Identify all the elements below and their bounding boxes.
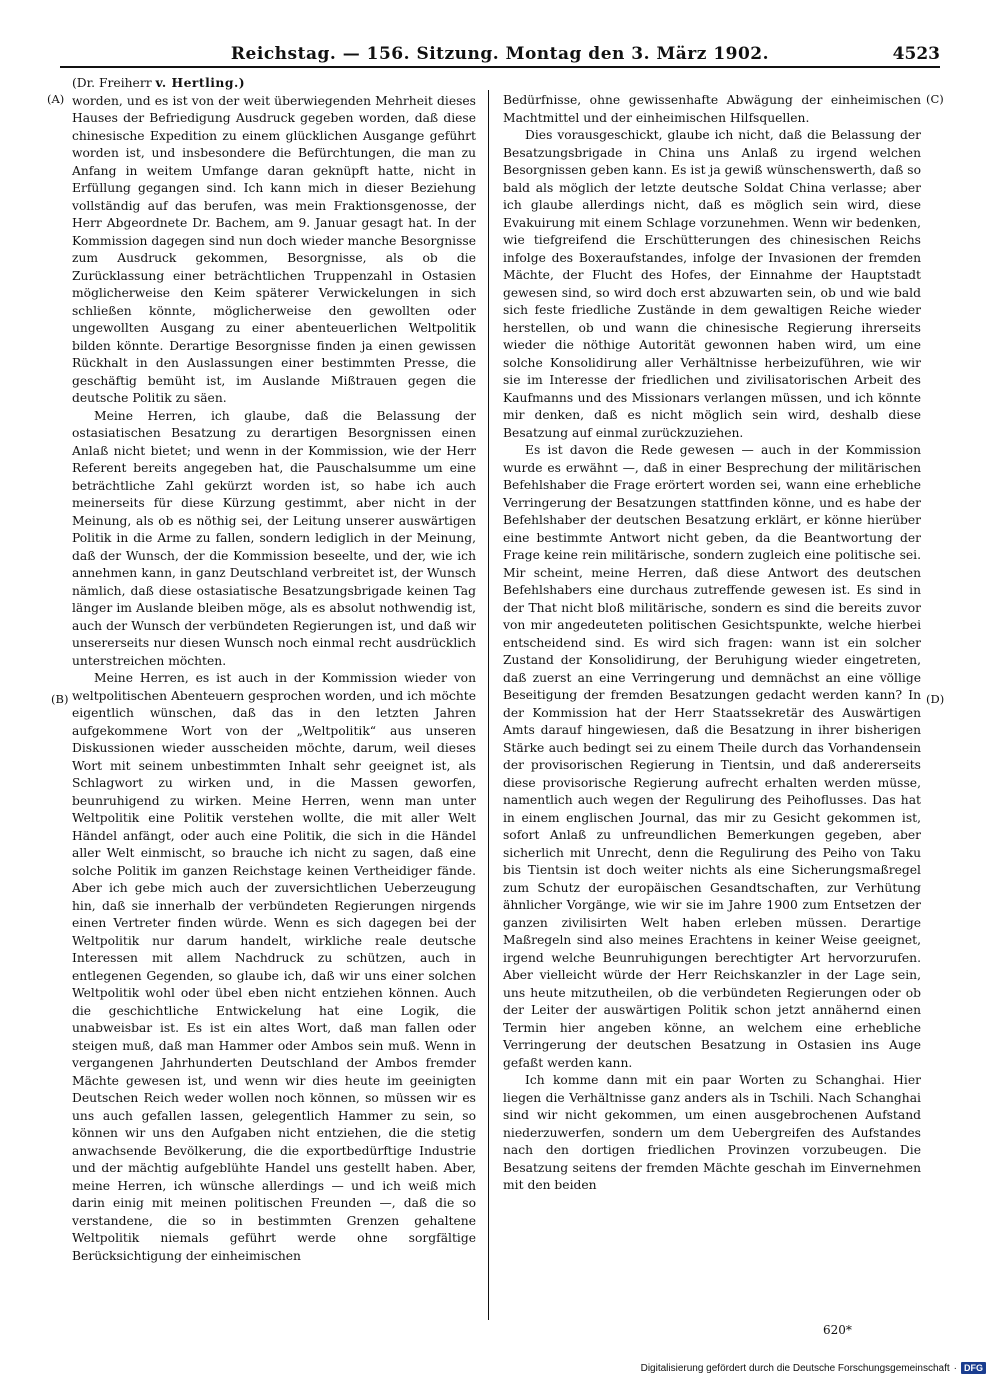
page-header: [60, 42, 940, 68]
speaker-name: v. Hertling.): [155, 75, 246, 90]
footer-separator: ·: [953, 1362, 957, 1374]
footer-text: Digitalisierung gefördert durch die Deutsche Forschungsgemeinschaft: [640, 1362, 950, 1374]
printer-signature: 620*: [823, 1323, 852, 1337]
header-title: Reichstag. — 156. Sitzung. Montag den 3. März 1902.: [230, 44, 770, 64]
margin-marker-d: (D): [926, 692, 945, 706]
page-number: 4523: [892, 44, 940, 64]
right-column: [503, 92, 921, 1195]
margin-marker-a: (A): [47, 92, 65, 106]
left-column: [72, 74, 476, 1265]
paragraph: Dies vorausgeschickt, glaube ich nicht, daß die Belassung der Besatzungsbrigade in China uns Anlaß zu irgend welchen Besorgnissen geben kann. Es ist ja gewiß wünschenswerth, daß so bald als möglich der letzte deutsche Soldat China verlasse; aber ich glaube allerdings nicht, daß es möglich sein wird, diese Evakuirung mit einem Schlage vorzunehmen. Wenn wir bedenken, wie tiefgreifend die Erschütterungen des chinesischen Reichs infolge des Boxeraufstandes, infolge der Invasionen der fremden Mächte, der Flucht des Hofes, der Einnahme der Hauptstadt gewesen sind, so wird doch erst abzuwarten sein, ob und wie bald sich feste friedliche Zustände in dem gewaltigen Reiche wieder herstellen, ob und wann die chinesische Regierung ihrerseits wieder die nöthige Autorität gewonnen haben wird, um eine solche Konsolidirung aller Verhältnisse herbeizuführen, wie wir sie im Interesse der friedlichen und zivilisatorischen Arbeit des Kaufmanns und des Missionars verlangen müssen, und ich könnte mir denken, daß es nicht möglich sein wird, deshalb diese Besatzung auf einmal zurückzuziehen.: [503, 128, 921, 440]
column-divider: [488, 90, 489, 1320]
paragraph: Meine Herren, es ist auch in der Kommission wieder von weltpolitischen Abenteuern gesprochen worden, und ich möchte eigentlich wünschen, daß das in den letzten Jahren aufgekommene Wort von der „Weltpolitik“ aus unseren Diskussionen wieder ausscheiden möchte, darum, weil dieses Wort mit seinem unbestimmten Inhalt sehr geeignet ist, als Schlagwort zu wirken und, in die Massen geworfen, beunruhigend zu wirken. Meine Herren, wenn man unter Weltpolitik eine Politik verstehen wollte, die mit aller Welt Händel anfängt, oder auch eine Politik, die sich in die Händel aller Welt einmischt, so brauche ich nicht zu sagen, daß eine solche Politik im ganzen Reichstage keinen Vertheidiger fände. Aber ich gebe mich auch der zuversichtlichen Ueberzeugung hin, daß sie innerhalb der verbündeten Regierungen nirgends einen Vertreter finden würde. Wenn es sich dagegen bei der Weltpolitik nur darum handelt, wirkliche reale deutsche Interessen mit allem Nachdruck zu schützen, auch in entlegenen Gegenden, so glaube ich, daß wir uns einer solchen Weltpolitik wohl oder übel eben nicht entziehen können. Auch die geschichtliche Entwickelung hat eine Logik, die unabweisbar ist. Es ist ein altes Wort, daß man fallen oder steigen muß, daß man Hammer oder Ambos sein muß. Wenn in vergangenen Jahrhunderten Deutschland der Ambos fremder Mächte gewesen ist, und wenn wir dies heute im geeinigten Deutschen Reich weder wollen noch können, so müssen wir es uns auch gefallen lassen, gelegentlich Hammer zu sein, so können wir uns den Aufgaben nicht entziehen, die die stetig anwachsende Bevölkerung, die die exportbedürftige Industrie und der mächtig aufgeblühte Handel uns gestellt haben. Aber, meine Herren, ich wünsche allerdings — und ich weiß mich darin einig mit meinen politischen Freunden —, daß die so verstandene, die so in bestimmten Grenzen gehaltene Weltpolitik niemals geführt werde ohne sorgfältige Berücksichtigung der einheimischen: [72, 671, 476, 1263]
paragraph: worden, und es ist von der weit überwiegenden Mehrheit dieses Hauses der Befriedigung Ausdruck gegeben worden, daß diese chinesische Expedition zu einem glücklichen Ausgange geführt worden ist, und insbesondere die Befürchtungen, die man zu Anfang in weitem Umfange daran geknüpft hatte, nicht in Erfüllung gegangen sind. Ich kann mich in dieser Beziehung vollständig auf das berufen, was mein Fraktionsgenosse, der Herr Abgeordnete Dr. Bachem, am 9. Januar gesagt hat. In der Kommission dagegen sind nun doch wieder manche Besorgnisse zum Ausdruck gekommen, Besorgnisse, als ob die Zurücklassung einer beträchtlichen Truppenzahl in Ostasien möglicherweise den Keim späterer Verwickelungen in sich schließen könnte, möglicherweise den gewollten oder ungewollten Ausgang zu einer abenteuerlichen Weltpolitik bilden könnte. Derartige Besorgnisse finden ja einen gewissen Rückhalt in den Auslassungen einer bestimmten Presse, die geschäftig bemüht ist, im Auslande Mißtrauen gegen die deutsche Politik zu säen.: [72, 93, 476, 405]
paragraph: Bedürfnisse, ohne gewissenhafte Abwägung der einheimischen Machtmittel und der einheimischen Hilfsquellen.: [503, 93, 921, 125]
speaker-prefix: (Dr. Freiherr: [72, 76, 152, 90]
paragraph: Meine Herren, ich glaube, daß die Belassung der ostasiatischen Besatzung zu derartigen Besorgnissen einen Anlaß nicht bietet; und wenn in der Kommission, wie der Herr Referent bereits angegeben hat, die Pauschalsumme um eine beträchtliche Zahl gekürzt worden ist, so habe ich auch meinerseits für diese Kürzung gestimmt, aber nicht in der Meinung, als ob es nöthig sei, der Leitung unserer auswärtigen Politik in die Arme zu fallen, sondern lediglich in der Meinung, daß der Wunsch, der die Kommission beseelte, und der, wie ich annehmen kann, in ganz Deutschland verbreitet ist, der Wunsch nämlich, daß diese ostasiatische Besatzungsbrigade keinen Tag länger im Auslande bleiben möge, als es absolut nothwendig ist, auch der Wunsch der verbündeten Regierungen ist, und daß wir unsererseits nur diesen Wunsch noch einmal recht ausdrücklich unterstreichen möchten.: [72, 408, 476, 668]
footer: [641, 1362, 986, 1374]
margin-marker-c: (C): [926, 92, 944, 106]
paragraph: Es ist davon die Rede gewesen — auch in der Kommission wurde es erwähnt —, daß in einer Besprechung der militärischen Befehlshaber die Frage erörtert worden sei, wann eine erhebliche Verringerung der Besatzungen stattfinden könne, und es habe der Befehlshaber der deutschen Besatzung erklärt, er könne hierüber eine bestimmte Antwort nicht geben, da die Beantwortung der Frage keine rein militärische, sondern zugleich eine politische sei. Mir scheint, meine Herren, daß diese Antwort des deutschen Befehlshabers eine durchaus zutreffende gewesen ist. Es sind in der That nicht bloß militärische, sondern es sind die bereits zuvor von mir angedeuteten politischen Gesichtspunkte, welche hierbei entscheidend sind. Es wird sich fragen: wann ist ein solcher Zustand der Konsolidirung, der Beruhigung wieder eingetreten, daß zuerst an eine Verringerung und demnächst an eine völlige Beseitigung der fremden Besatzungen gedacht werden kann? In der Kommission hat der Herr Staatssekretär des Auswärtigen Amts darauf hingewiesen, daß die Besatzung in ihrer bisherigen Stärke auch bedingt sei zu einem Theile durch das Vorhandensein der provisorischen Regierung in Tientsin, und daß andererseits diese provisorische Regierung aufrecht erhalten werden müsse, namentlich auch wegen der Regulirung des Peihoflusses. Das hat in einem englischen Journal, das mir zu Gesicht gekommen ist, sofort Anlaß zu unfreundlichen Bemerkungen gegeben, aber sicherlich mit Unrecht, denn die Regulirung des Peiho von Taku bis Tientsin ist doch weiter nichts als eine Sicherungsmaßregel zum Schutz der europäischen Gesandtschaften, zur Verhütung ähnlicher Vorgänge, wie wir sie im Jahre 1900 zum Entsetzen der ganzen zivilisirten Welt haben erleben müssen. Derartige Maßregeln sind also meines Erachtens in keiner Weise geeignet, irgend welche Beunruhigungen berechtigter Art hervorzurufen. Aber vielleicht würde der Herr Reichskanzler in der Lage sein, uns heute mitzutheilen, ob die verbündeten Regierungen oder ob der Leiter der auswärtigen Politik schon jetzt annähernd einen Termin hier angeben könne, an welchem eine erhebliche Verringerung der deutschen Besatzung in Ostasien ins Auge gefaßt werden kann.: [503, 443, 921, 1070]
speaker-attribution: [72, 74, 476, 93]
margin-marker-b: (B): [51, 692, 69, 706]
paragraph: Ich komme dann mit ein paar Worten zu Schanghai. Hier liegen die Verhältnisse ganz anders als in Tschili. Nach Schanghai sind wir nicht gekommen, um einen ausgebrochenen Aufstand niederzuwerfen, sondern um dem Uebergreifen des Aufstandes nach den dortigen friedlichen Provinzen vorzubeugen. Die Besatzung seitens der fremden Mächte geschah im Einvernehmen mit den beiden: [503, 1073, 921, 1192]
dfg-logo-icon: DFG: [961, 1362, 986, 1374]
